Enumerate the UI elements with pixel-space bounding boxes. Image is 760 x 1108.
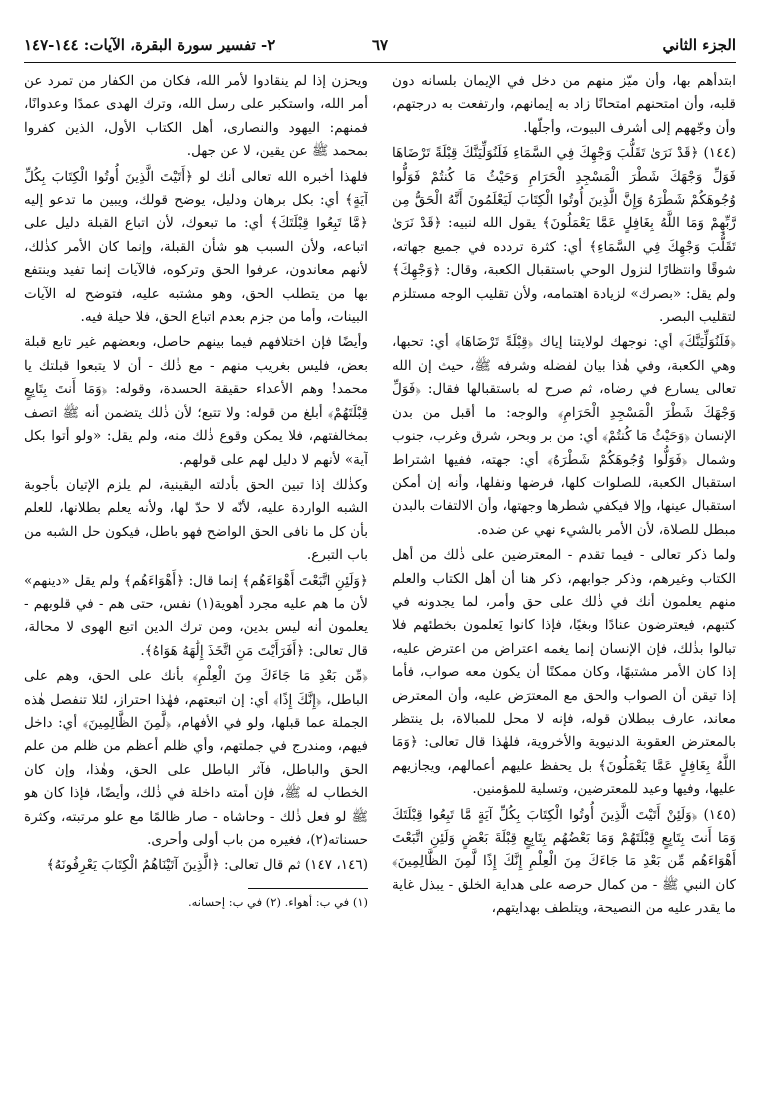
- paragraph: وكذٰلك إذا تبين الحق بأدلته اليقينية، لم يلزم الإتيان بأجوبة الشبه الواردة عليه، لأنّه لا حدّ لها، ولأنه يعلم بطلانها، للعلم بأن كل ما نافى الحق الواضح فهو باطل، فيكون حل الشبه من باب التبرع.: [24, 476, 368, 564]
- footnotes: (١) في ب: أهواء. (٢) في ب: إحسانه.: [187, 894, 368, 909]
- paragraph: ﴿مِّن بَعْدِ مَا جَاءَكَ مِنَ الْعِلْمِ﴾ بأنك على الحق، وهم على الباطل، ﴿إِنَّكَ إِذًا﴾ أي: إن اتبعتهم، فهٰذا احتراز، لئلا تنفصل هٰذه الجملة عما قبلها، ولو في الأفهام، ﴿لَّمِنَ الظَّالِمِينَ﴾ أي: داخل فيهم، ومندرج في جملتهم، وأي ظلم أعظم من ظلم من علم الحق والباطل، فآثر الباطل على الحق، وهٰذا، وإن كان الخطاب له ﷺ، فإن أمته داخلة في ذٰلك، وأيضًا، فإذا كان هو ﷺ لو فعل ذٰلك - وحاشاه - صار ظالمًا مع علو مرتبته، وكثرة حسناته(٢)، فغيره من باب أولى وأحرى.: [24, 668, 368, 848]
- section-title: ٢- تفسير سورة البقرة، الآيات: ١٤٤-١٤٧: [24, 36, 276, 54]
- paragraph: وأيضًا فإن اختلافهم فيما بينهم حاصل، وبعضهم غير تابع قبلة بعض، فليس بغريب منهم - مع ذٰلك - أن لا يتبعوا قبلتك يا محمد! وهم الأعداء حقيقة الحسدة، وقوله: ﴿وَمَا أَنتَ بِتَابِعٍ قِبْلَتَهُمْ﴾ أبلغ من قوله: ولا تتبع؛ لأن ذٰلك يتضمن أنه ﷺ اتصف بمخالفتهم، فلا يمكن وقوع ذٰلك منه، ولم يقل: «ولو أتوا بكل آية» لأنهم لا دليل لهم على قولهم.: [24, 334, 368, 468]
- footnote-divider: [248, 888, 368, 889]
- paragraph-verse-144: (١٤٤) ﴿قَدْ نَرَىٰ تَقَلُّبَ وَجْهِكَ فِي السَّمَاءِ فَلَنُوَلِّيَنَّكَ قِبْلَةً تَرْضَاهَا فَوَلِّ وَجْهَكَ شَطْرَ الْمَسْجِدِ الْحَرَامِ وَحَيْثُ مَا كُنتُمْ فَوَلُّوا وُجُوهَكُمْ شَطْرَهُ وَإِنَّ الَّذِينَ أُوتُوا الْكِتَابَ لَيَعْلَمُونَ أَنَّهُ الْحَقُّ مِن رَّبِّهِمْ وَمَا اللَّهُ بِغَافِلٍ عَمَّا يَعْمَلُونَ﴾ يقول الله لنبيه: ﴿قَدْ نَرَىٰ تَقَلُّبَ وَجْهِكَ فِي السَّمَاءِ﴾ أي: كثرة تردده في جميع جهاته، شوقًا وانتظارًا لنزول الوحي باستقبال الكعبة، وقال: ﴿وَجْهِكَ﴾ ولم يقل: «بصرك» لزيادة اهتمامه، ولأن تقليب الوجه مستلزم لتقليب البصر.: [392, 145, 736, 326]
- right-column: [392, 70, 736, 1070]
- running-header: [24, 30, 736, 63]
- paragraph-verse-145: (١٤٥) ﴿وَلَئِنْ أَتَيْتَ الَّذِينَ أُوتُوا الْكِتَابَ بِكُلِّ آيَةٍ مَّا تَبِعُوا قِبْلَتَكَ وَمَا أَنتَ بِتَابِعٍ قِبْلَتَهُمْ وَمَا بَعْضُهُم بِتَابِعٍ قِبْلَةَ بَعْضٍ وَلَئِنِ اتَّبَعْتَ أَهْوَاءَهُم مِّن بَعْدِ مَا جَاءَكَ مِنَ الْعِلْمِ إِنَّكَ إِذًا لَّمِنَ الظَّالِمِينَ﴾ كان النبي ﷺ - من كمال حرصه على هداية الخلق - يبذل غاية ما يقدر عليه من النصيحة، ويتلطف بهدايتهم،: [392, 806, 736, 917]
- page-number: ٦٧: [371, 36, 389, 54]
- paragraph: ويحزن إذا لم ينقادوا لأمر الله، فكان من الكفار من تمرد عن أمر الله، واستكبر على رسل الله، وترك الهدى عمدًا وعدوانًا، فمنهم: اليهود والنصارى، أهل الكتاب الأول، الذين كفروا بمحمد ﷺ عن يقين، لا عن جهل.: [24, 73, 368, 160]
- part-label: الجزء الثاني: [662, 36, 736, 54]
- paragraph: ابتدأهم بها، وأن ميّز منهم من دخل في الإيمان بلسانه دون قلبه، وأن امتحنهم امتحانًا زاد به إيمانهم، وارتفعت به درجتهم، وأن وجّههم إلى أشرف البيوت، وأجلّها.: [392, 73, 736, 136]
- left-column: [24, 70, 368, 1070]
- paragraph: ﴿وَلَئِنِ اتَّبَعْتَ أَهْوَاءَهُم﴾ إنما قال: ﴿أَهْوَاءَهُم﴾ ولم يقل «دينهم» لأن ما هم عليه مجرد أهوية(١) نفس، حتى هم - في قلوبهم - يعلمون أنه ليس بدين، ومن ترك الدين اتبع الهوى لا محالة، قال تعالى: ﴿أَفَرَأَيْتَ مَنِ اتَّخَذَ إِلَٰهَهُ هَوَاهُ﴾.: [24, 572, 368, 659]
- paragraph: ﴿فَلَنُوَلِّيَنَّكَ﴾ أي: نوجهك لولايتنا إياك ﴿قِبْلَةً تَرْضَاهَا﴾ أي: تحبها، وهي الكعبة، وفي هٰذا بيان لفضله وشرفه ﷺ، حيث إن الله تعالى يسارع في رضاه، ثم صرح له باستقبالها فقال: ﴿فَوَلِّ وَجْهَكَ شَطْرَ الْمَسْجِدِ الْحَرَامِ﴾ والوجه: ما أقبل من بدن الإنسان ﴿وَحَيْثُ مَا كُنتُمْ﴾ أي: من بر وبحر، شرق وغرب، جنوب وشمال ﴿فَوَلُّوا وُجُوهَكُمْ شَطْرَهُ﴾ أي: جهته، ففيها اشتراط استقبال الكعبة، للصلوات كلها، فرضها ونفلها، وأنه إن أمكن استقبال عينها، وإلا فيكفي شطرها وجهتها، وأن الالتفات بالبدن مبطل للصلاة، لأن الأمر بالشيء نهي عن ضده.: [392, 334, 736, 538]
- paragraph: فلهذا أخبره الله تعالى أنك لو ﴿أَتَيْتَ الَّذِينَ أُوتُوا الْكِتَابَ بِكُلِّ آيَةٍ﴾ أي: بكل برهان ودليل، يوضح قولك، ويبين ما تدعو إليه ﴿مَّا تَبِعُوا قِبْلَتَكَ﴾ أي: ما تبعوك، لأن اتباع القبلة دليل على اتباعه، ولأن السبب هو شأن القبلة، وإنما كان الأمر كذٰلك، لأنهم معاندون، عرفوا الحق وتركوه، فالآيات إنما تفيد وينتفع بها من يتطلب الحق، وهو مشتبه عليه، فتوضح له الآيات البينات، وأما من جزم بعدم اتباع الحق، فلا حيلة فيه.: [24, 168, 368, 326]
- paragraph: ولما ذكر تعالى - فيما تقدم - المعترضين على ذٰلك من أهل الكتاب وغيرهم، وذكر جوابهم، ذكر هنا أن أهل الكتاب والعلم منهم يعلمون أنك في ذٰلك على حق وأمر، لما يجدونه في كتبهم، فيعترضون عنادًا وبغيًا، فإذا كانوا يَعلمون بخطئهم فلا تبالوا بذٰلك، فإن الإنسان إنما يغمه اعتراض من اعترض عليه، إذا كان الأمر مشتبهًا، وكان ممكنًا أن يكون معه صواب، فأما إذا تيقن أن الصواب والحق مع المعترَض عليه، وأن المعترض معاند، عارف ببطلان قوله، فإنه لا محل للمبالاة، بل ينتظر بالمعترض العقوبة الدنيوية والأخروية، فلهٰذا قال تعالى: ﴿وَمَا اللَّهُ بِغَافِلٍ عَمَّا يَعْمَلُونَ﴾ بل يحفظ عليهم أعمالهم، ويجازيهم عليها، وفيها وعيد للمعترضين، وتسلية للمؤمنين.: [392, 547, 736, 798]
- paragraph-verse-146-147: (١٤٦، ١٤٧) ثم قال تعالى: ﴿الَّذِينَ آتَيْنَاهُمُ الْكِتَابَ يَعْرِفُونَهُ﴾: [46, 857, 368, 874]
